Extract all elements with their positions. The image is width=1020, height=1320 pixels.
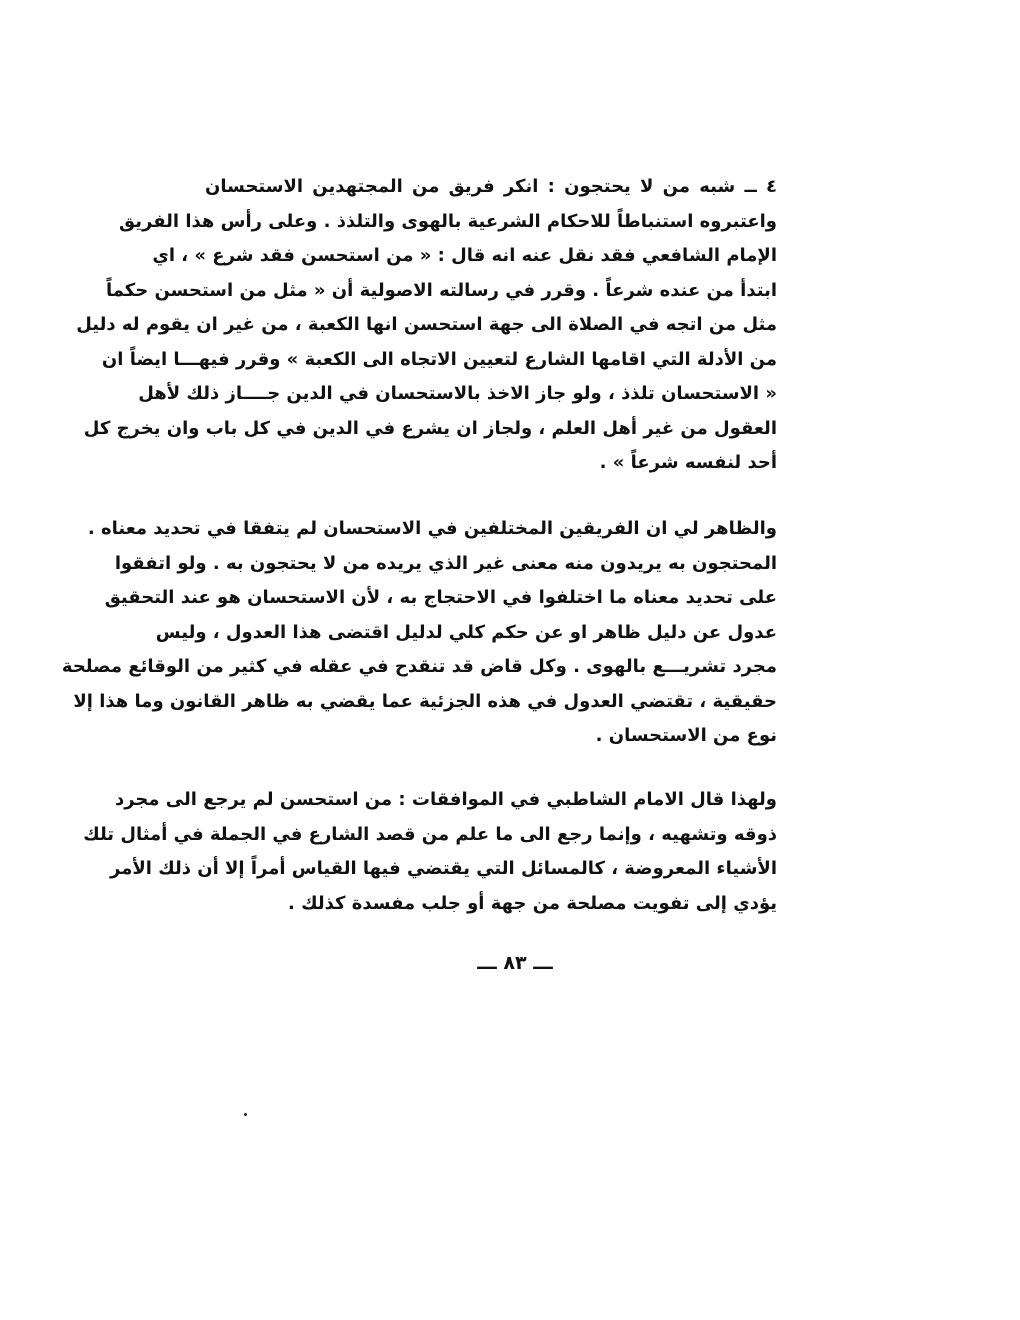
text-line: واعتبروه استنباطاً للاحكام الشرعية بالهوى والتلذذ . وعلى رأس هذا الفريق: [119, 210, 777, 232]
scan-speck: [244, 1113, 247, 1116]
text-line: من الأدلة التي اقامها الشارع لتعيين الاتجاه الى الكعبة » وقرر فيهـــا ايضاً ان: [101, 348, 777, 370]
text-line: الأشياء المعروضة ، كالمسائل التي يقتضي فيها القياس أمراً إلا أن ذلك الأمر: [110, 858, 777, 879]
text-line: يؤدي إلى تفويت مصلحة من جهة أو جلب مفسدة كذلك .: [287, 892, 777, 914]
text-line: والظاهر لي ان الفريقين المختلفين في الاستحسان لم يتفقا في تحديد معناه .: [87, 518, 777, 539]
text-line: العقول من غير أهل العلم ، ولجاز ان يشرع في الدين في كل باب وان يخرج كل: [83, 417, 777, 439]
page-number: ـــ ٨٣ ـــ: [477, 952, 553, 974]
text-line: المحتجون به يريدون منه معنى غير الذي يريده من لا يحتجون به . ولو اتفقوا: [114, 552, 777, 574]
text-line: « الاستحسان تلذذ ، ولو جاز الاخذ بالاستحسان في الدين جــــاز ذلك لأهل: [138, 383, 777, 404]
text-line: حقيقية ، تقتضي العدول في هذه الجزئية عما يقضي به ظاهر القانون وما هذا إلا: [73, 690, 777, 712]
text-line: ٤ ــ شبه من لا يحتجون : انكر فريق من المجتهدين الاستحسان: [205, 176, 777, 197]
text-line: الإمام الشافعي فقد نقل عنه انه قال : « من استحسن فقد شرع » ، اي: [152, 245, 777, 266]
paragraph-2: [61, 512, 777, 754]
text-line: على تحديد معناه ما اختلفوا في الاحتجاج به ، لأن الاستحسان هو عند التحقيق: [104, 587, 777, 608]
text-line: عدول عن دليل ظاهر او عن حكم كلي لدليل اقتضى هذا العدول ، وليس: [155, 621, 777, 643]
paragraph-1: [76, 170, 777, 481]
text-line: ولهذا قال الامام الشاطبي في الموافقات : من استحسن لم يرجع الى مجرد: [114, 789, 777, 810]
text-line: مثل من اتجه في الصلاة الى جهة استحسن انها الكعبة ، من غير ان يقوم له دليل: [76, 314, 777, 335]
text-line: أحد لنفسه شرعاً » .: [599, 452, 777, 473]
paragraph-3: [83, 783, 777, 921]
text-line: مجرد تشريـــع بالهوى . وكل قاض قد تنقدح في عقله في كثير من الوقائع مصلحة: [61, 656, 777, 677]
text-line: ابتدأ من عنده شرعاً . وقرر في رسالته الاصولية أن « مثل من استحسن حكماً: [105, 279, 777, 301]
text-line: ذوقه وتشهيه ، وإنما رجع الى ما علم من قصد الشارع في الجملة في أمثال تلك: [83, 823, 777, 845]
text-line: نوع من الاستحسان .: [595, 725, 777, 746]
